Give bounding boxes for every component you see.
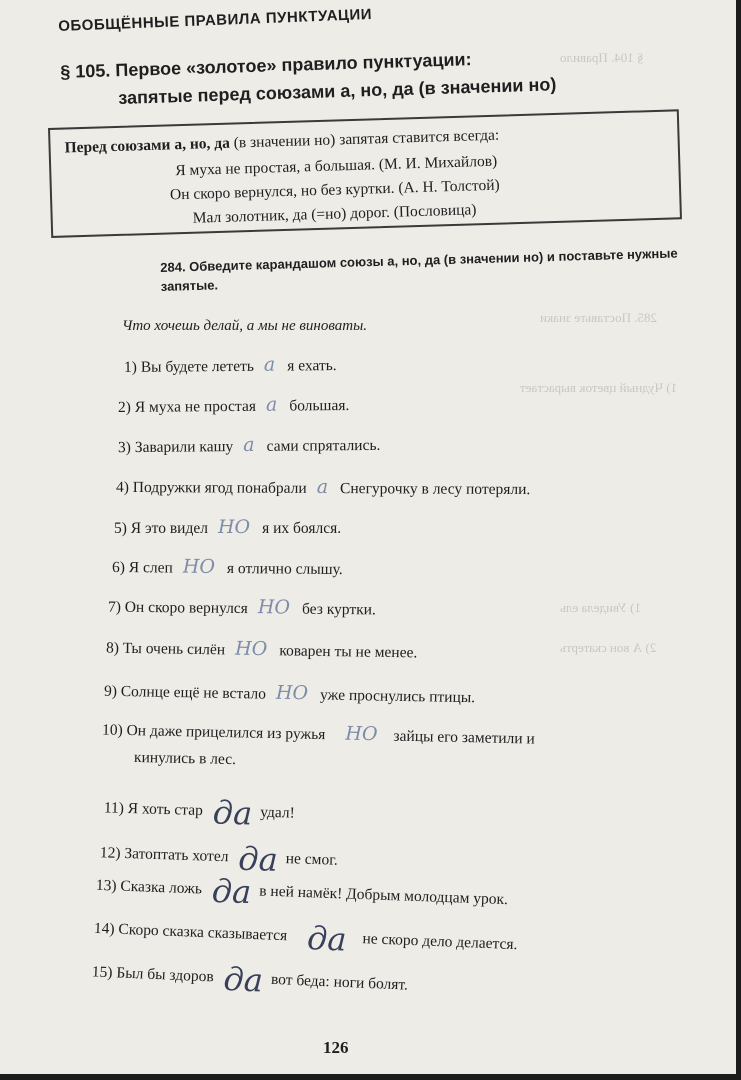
handwritten-answer: а bbox=[263, 353, 276, 376]
exercise-line bbox=[91, 949, 409, 1000]
exercise-line bbox=[106, 638, 418, 663]
rule-head-bold: Перед союзами а, но, да bbox=[64, 134, 231, 157]
rule-example: Я муха не простая, а большая. (М. И. Михайлов) bbox=[175, 152, 498, 180]
line-start: 8) Ты очень силён bbox=[105, 639, 226, 659]
line-end: коварен ты не менее. bbox=[279, 642, 418, 662]
line-start: 15) Был бы здоров bbox=[91, 963, 215, 986]
exercise-line bbox=[108, 597, 376, 620]
handwritten-answer: НО bbox=[217, 516, 251, 538]
handwritten-answer: а bbox=[316, 475, 329, 499]
exercise-task: 284. Обведите карандашом союзы а, но, да (в значении но) и поставьте нужные запятые. bbox=[160, 245, 678, 294]
line-end: уже проснулись птицы. bbox=[319, 686, 476, 707]
line-start: 1) Вы будете лететь bbox=[123, 357, 254, 376]
rule-example: Мал золотник, да (=но) дорог. (Пословица) bbox=[192, 201, 477, 227]
handwritten-answer: да bbox=[222, 959, 264, 1000]
line-start: 14) Скоро сказка сказывается bbox=[93, 919, 288, 945]
line-start: 6) Я слеп bbox=[111, 558, 173, 577]
line-end: без куртки. bbox=[301, 600, 376, 619]
exercise-line bbox=[93, 906, 519, 959]
line-end: в ней намёк! Добрым молодцам урок. bbox=[258, 882, 509, 909]
handwritten-answer: а bbox=[243, 433, 255, 457]
handwritten-answer: да bbox=[211, 871, 252, 912]
line-end: Снегурочку в лесу потеряли. bbox=[340, 480, 531, 499]
exercise-line bbox=[118, 435, 381, 457]
exercise-sample: Что хочешь делай, а мы не виноваты. bbox=[122, 318, 367, 334]
exercise-line bbox=[118, 395, 350, 417]
line-end: не смог. bbox=[285, 850, 339, 869]
section-title: § 105. Первое «золотое» правило пунктуации: bbox=[60, 49, 472, 82]
line-start: 13) Сказка ложь bbox=[95, 876, 203, 898]
line-start: 10) Он даже прицелился из ружья bbox=[101, 721, 326, 744]
line-start: 4) Подружки ягод понабрали bbox=[115, 478, 307, 497]
exercise-line bbox=[124, 355, 337, 377]
exercise-line-continued: кинулись в лес. bbox=[133, 748, 237, 769]
line-end: большая. bbox=[289, 396, 350, 415]
line-start: 3) Заварили кашу bbox=[117, 438, 234, 457]
line-start: 11) Я хоть стар bbox=[103, 799, 204, 820]
page-number: 126 bbox=[323, 1038, 349, 1057]
line-end: удал! bbox=[259, 803, 296, 822]
line-start: 2) Я муха не простая bbox=[117, 397, 257, 417]
line-end: вот беда: ноги болят. bbox=[270, 970, 409, 994]
textbook-page: § 104. Правило 285. Поставьте знаки 1) Чудный цветок вырастает 1) Увидела ель 2) А вон скатерть ОБОБЩЁННЫЕ ПРАВИЛА ПУНКТУАЦИИ § 105. Первое «золотое» правило пунктуации: запятые перед союзами а, но, да (в значении но) Перед союзами а, но, да (в значении но) запятая ставится всегда: Я муха не простая, а большая. (М. И. Михайлов) Он скоро вернулся, но без куртки. (А. Н. Толстой) Мал золотник, да (=но) дорог. (Пословица) 284. Обведите карандашом союзы а, но, да (в значении но) и поставьте нужные запятые. Что хочешь делай, а мы не виноваты. 1) Вы будете лететь а я ехать. 2) Я муха не простая а большая. 3) Заварили кашу а сами спрятались. 4) Подружки ягод понабрали а Снегурочку в лесу потеряли. 5) Я это видел НО я их боялся. 6) Я слеп НО я отлично слышу. 7) Он скоро вернулся НО без куртки. 8) Ты очень силён НО коварен ты не менее. 9) Солнце ещё не встало НО уже проснулись птицы. 10) Он даже прицелился из ружья НО зайцы его заметили и кинулись в лес. 11) Я хоть стар да удал! 12) Затоптать хотел да не смог. 13) Сказка ложь да в ней намёк! Добрым молодцам урок. 14) Скоро сказка сказывается да не скоро дело делается. 15) Был бы здоров да вот беда: ноги болят. 126 bbox=[0, 0, 736, 1074]
handwritten-answer: а bbox=[265, 393, 278, 416]
line-start: 5) Я это видел bbox=[114, 520, 208, 537]
line-start: 7) Он скоро вернулся bbox=[107, 598, 248, 618]
handwritten-answer: да bbox=[306, 919, 348, 959]
exercise-line bbox=[102, 719, 535, 748]
line-end: я их боялся. bbox=[262, 520, 342, 537]
exercise-line bbox=[95, 863, 509, 912]
handwritten-answer: да bbox=[212, 793, 253, 833]
line-end: зайцы его заметили и bbox=[393, 727, 535, 748]
exercise-line bbox=[116, 477, 530, 499]
line-start: 9) Солнце ещё не встало bbox=[103, 682, 267, 703]
handwritten-answer: НО bbox=[234, 637, 268, 661]
handwritten-answer: да bbox=[237, 839, 279, 879]
handwritten-answer: НО bbox=[182, 555, 216, 578]
rule-example: Он скоро вернулся, но без куртки. (А. Н. Толстой) bbox=[169, 176, 500, 204]
rule-head-rest: (в значении но) запятая ставится всегда: bbox=[229, 126, 500, 152]
line-end: я ехать. bbox=[287, 357, 337, 375]
handwritten-answer: НО bbox=[257, 596, 291, 619]
exercise-line bbox=[103, 785, 296, 833]
rule-text bbox=[64, 127, 499, 158]
running-head: ОБОБЩЁННЫЕ ПРАВИЛА ПУНКТУАЦИИ bbox=[58, 5, 373, 35]
exercise-line bbox=[104, 681, 475, 707]
line-end: не скоро дело делается. bbox=[362, 930, 518, 954]
section-subtitle: запятые перед союзами а, но, да (в значении но) bbox=[118, 74, 557, 108]
line-end: сами спрятались. bbox=[266, 436, 381, 455]
line-end: я отлично слышу. bbox=[226, 559, 343, 579]
rule-box bbox=[48, 109, 682, 238]
handwritten-answer: НО bbox=[275, 681, 309, 705]
exercise-line bbox=[114, 518, 341, 538]
handwritten-answer: НО bbox=[345, 722, 378, 746]
line-start: 12) Затоптать хотел bbox=[99, 844, 229, 866]
exercise-line bbox=[112, 557, 343, 579]
